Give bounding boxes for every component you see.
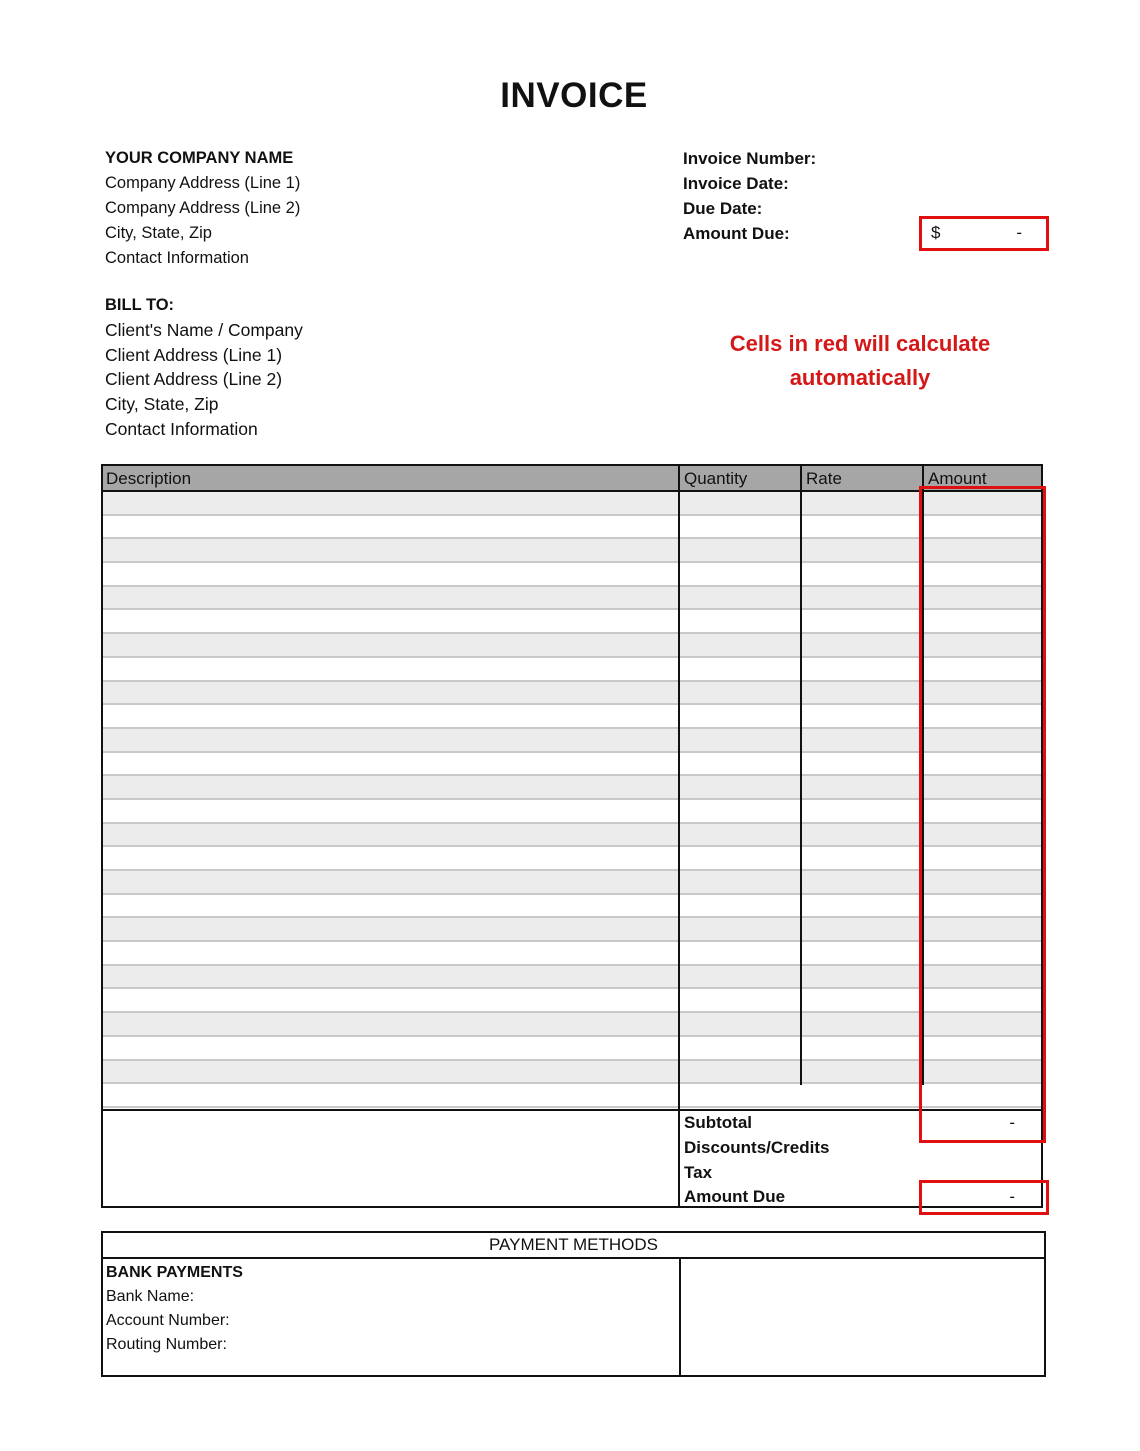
table-row[interactable] [103, 918, 1041, 942]
header-amount: Amount [928, 469, 987, 488]
bank-name-label[interactable]: Bank Name: [106, 1288, 195, 1305]
payment-column-divider [679, 1259, 681, 1375]
discounts-label: Discounts/Credits [684, 1138, 830, 1157]
table-row[interactable] [103, 587, 1041, 611]
bank-payments-block [106, 1261, 243, 1357]
table-header [103, 466, 1041, 492]
header-description: Description [106, 469, 192, 488]
bank-payments-heading: BANK PAYMENTS [106, 1264, 243, 1281]
table-row[interactable] [103, 776, 1041, 800]
table-row[interactable] [103, 989, 1041, 1013]
table-row[interactable] [103, 634, 1041, 658]
table-row[interactable] [103, 492, 1041, 516]
table-row[interactable] [103, 1013, 1041, 1037]
total-amount-due-label: Amount Due [684, 1187, 786, 1206]
bill-to-heading: BILL TO: [105, 296, 175, 314]
total-amount-due-value: - [1009, 1187, 1015, 1206]
table-row[interactable] [103, 871, 1041, 895]
tax-label: Tax [684, 1163, 713, 1182]
line-items-table [101, 464, 1043, 1208]
table-row[interactable] [103, 516, 1041, 540]
company-block [105, 146, 300, 271]
table-row[interactable] [103, 895, 1041, 919]
client-contact[interactable]: Contact Information [105, 418, 258, 439]
table-row[interactable] [103, 563, 1041, 587]
table-row[interactable] [103, 682, 1041, 706]
auto-calc-note-line-2: automatically [789, 365, 931, 390]
amount-column-highlight [919, 486, 1046, 1143]
totals-separator [103, 1109, 1041, 1111]
company-address-line-1[interactable]: Company Address (Line 1) [105, 174, 301, 192]
company-address-line-2[interactable]: Company Address (Line 2) [105, 199, 301, 217]
table-row[interactable] [103, 824, 1041, 848]
table-row[interactable] [103, 966, 1041, 990]
header-rate: Rate [806, 469, 842, 488]
subtotal-label: Subtotal [684, 1113, 752, 1132]
header-quantity: Quantity [684, 469, 748, 488]
amount-due-cell[interactable] [919, 216, 1049, 251]
table-row[interactable] [103, 1037, 1041, 1061]
due-date-label: Due Date: [683, 199, 763, 218]
amount-due-currency: $ [931, 223, 941, 242]
table-row[interactable] [103, 658, 1041, 682]
column-divider-description [678, 466, 680, 1208]
table-row[interactable] [103, 847, 1041, 871]
table-row[interactable] [103, 539, 1041, 563]
table-row[interactable] [103, 1084, 1041, 1108]
invoice-number-label: Invoice Number: [683, 149, 817, 168]
table-row[interactable] [103, 942, 1041, 966]
auto-calc-note-line-1: Cells in red will calculate [729, 331, 991, 356]
client-address-line-1[interactable]: Client Address (Line 1) [105, 344, 283, 365]
company-contact[interactable]: Contact Information [105, 249, 249, 267]
column-divider-quantity [800, 466, 802, 1085]
table-row[interactable] [103, 610, 1041, 634]
table-row[interactable] [103, 753, 1041, 777]
client-name[interactable]: Client's Name / Company [105, 319, 303, 340]
table-row[interactable] [103, 729, 1041, 753]
company-city-state-zip[interactable]: City, State, Zip [105, 224, 212, 242]
table-row[interactable] [103, 705, 1041, 729]
payment-methods-box [101, 1231, 1046, 1377]
table-body [103, 492, 1041, 1108]
client-address-line-2[interactable]: Client Address (Line 2) [105, 369, 283, 390]
amount-due-label: Amount Due: [683, 224, 790, 243]
routing-number-label[interactable]: Routing Number: [106, 1336, 227, 1353]
bill-to-block [105, 293, 303, 442]
client-city-state-zip[interactable]: City, State, Zip [105, 394, 219, 415]
company-name[interactable]: YOUR COMPANY NAME [105, 149, 294, 167]
payment-methods-heading: PAYMENT METHODS [103, 1233, 1044, 1259]
invoice-title: INVOICE [500, 76, 648, 115]
amount-due-value: - [1016, 223, 1022, 242]
table-row[interactable] [103, 1061, 1041, 1085]
subtotal-value: - [1009, 1113, 1015, 1132]
total-amount-due-highlight [919, 1180, 1049, 1215]
invoice-meta [683, 146, 816, 246]
account-number-label[interactable]: Account Number: [106, 1312, 230, 1329]
table-row[interactable] [103, 800, 1041, 824]
auto-calc-note [700, 327, 1020, 395]
invoice-date-label: Invoice Date: [683, 174, 789, 193]
